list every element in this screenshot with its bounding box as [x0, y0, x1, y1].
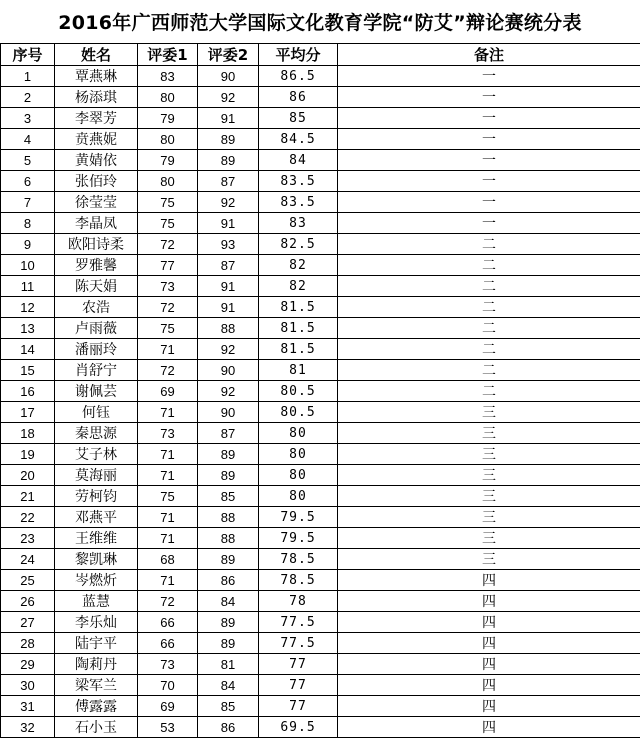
- cell-no: 14: [1, 339, 55, 360]
- cell-judge1: 70: [138, 675, 198, 696]
- cell-judge2: 84: [198, 591, 259, 612]
- cell-average: 78.5: [259, 549, 338, 570]
- cell-name: 王维维: [55, 528, 138, 549]
- table-row: [1, 549, 640, 570]
- cell-no: 11: [1, 276, 55, 297]
- cell-note: 二: [338, 234, 640, 255]
- header-no: 序号: [1, 44, 55, 66]
- cell-no: 3: [1, 108, 55, 129]
- cell-judge1: 71: [138, 444, 198, 465]
- cell-note: 四: [338, 675, 640, 696]
- cell-judge1: 72: [138, 591, 198, 612]
- cell-judge2: 91: [198, 108, 259, 129]
- cell-note: 三: [338, 549, 640, 570]
- table-row: [1, 66, 640, 87]
- table-row: [1, 318, 640, 339]
- cell-judge2: 88: [198, 528, 259, 549]
- table-row: [1, 339, 640, 360]
- table-row: [1, 444, 640, 465]
- cell-note: 四: [338, 654, 640, 675]
- cell-judge2: 91: [198, 213, 259, 234]
- cell-name: 梁军兰: [55, 675, 138, 696]
- cell-name: 陶莉丹: [55, 654, 138, 675]
- cell-judge1: 71: [138, 402, 198, 423]
- cell-name: 艾子林: [55, 444, 138, 465]
- table-row: [1, 192, 640, 213]
- cell-average: 85: [259, 108, 338, 129]
- cell-note: 一: [338, 108, 640, 129]
- cell-judge2: 89: [198, 444, 259, 465]
- table-row: [1, 570, 640, 591]
- table-row: [1, 150, 640, 171]
- cell-average: 80: [259, 444, 338, 465]
- table-row: [1, 675, 640, 696]
- table-row: [1, 108, 640, 129]
- cell-no: 20: [1, 465, 55, 486]
- cell-note: 一: [338, 192, 640, 213]
- cell-average: 80.5: [259, 402, 338, 423]
- cell-judge2: 88: [198, 507, 259, 528]
- table-row: [1, 87, 640, 108]
- header-note: 备注: [338, 44, 640, 66]
- header-name: 姓名: [55, 44, 138, 66]
- cell-average: 83: [259, 213, 338, 234]
- table-header: [1, 44, 640, 66]
- cell-name: 黎凯琳: [55, 549, 138, 570]
- cell-no: 21: [1, 486, 55, 507]
- cell-judge1: 73: [138, 423, 198, 444]
- cell-no: 17: [1, 402, 55, 423]
- cell-judge2: 90: [198, 402, 259, 423]
- cell-no: 9: [1, 234, 55, 255]
- table-row: [1, 402, 640, 423]
- cell-judge2: 88: [198, 318, 259, 339]
- cell-name: 覃燕琳: [55, 66, 138, 87]
- cell-judge1: 75: [138, 486, 198, 507]
- cell-no: 32: [1, 717, 55, 738]
- cell-name: 劳柯钧: [55, 486, 138, 507]
- cell-name: 傅露露: [55, 696, 138, 717]
- cell-name: 何钰: [55, 402, 138, 423]
- cell-no: 18: [1, 423, 55, 444]
- cell-average: 77.5: [259, 633, 338, 654]
- cell-average: 80: [259, 486, 338, 507]
- table-row: [1, 612, 640, 633]
- score-table: [0, 43, 640, 738]
- cell-no: 16: [1, 381, 55, 402]
- cell-judge2: 89: [198, 129, 259, 150]
- cell-no: 28: [1, 633, 55, 654]
- cell-judge1: 73: [138, 654, 198, 675]
- cell-judge2: 89: [198, 633, 259, 654]
- cell-name: 黄婧依: [55, 150, 138, 171]
- cell-name: 岑燃炘: [55, 570, 138, 591]
- cell-note: 三: [338, 528, 640, 549]
- cell-name: 欧阳诗柔: [55, 234, 138, 255]
- cell-average: 81.5: [259, 297, 338, 318]
- cell-judge1: 73: [138, 276, 198, 297]
- cell-judge2: 85: [198, 696, 259, 717]
- cell-name: 肖舒宁: [55, 360, 138, 381]
- table-row: [1, 654, 640, 675]
- cell-judge1: 80: [138, 87, 198, 108]
- cell-note: 二: [338, 381, 640, 402]
- cell-no: 2: [1, 87, 55, 108]
- table-row: [1, 696, 640, 717]
- cell-no: 25: [1, 570, 55, 591]
- cell-note: 一: [338, 129, 640, 150]
- cell-judge2: 92: [198, 339, 259, 360]
- cell-average: 82.5: [259, 234, 338, 255]
- cell-no: 6: [1, 171, 55, 192]
- cell-no: 29: [1, 654, 55, 675]
- cell-no: 27: [1, 612, 55, 633]
- cell-note: 四: [338, 633, 640, 654]
- cell-note: 一: [338, 213, 640, 234]
- cell-judge1: 66: [138, 633, 198, 654]
- table-row: [1, 255, 640, 276]
- cell-judge2: 93: [198, 234, 259, 255]
- cell-name: 秦思源: [55, 423, 138, 444]
- cell-average: 69.5: [259, 717, 338, 738]
- cell-name: 杨添琪: [55, 87, 138, 108]
- cell-note: 一: [338, 171, 640, 192]
- sheet-title: 2016年广西师范大学国际文化教育学院“防艾”辩论赛统分表: [0, 0, 640, 43]
- cell-note: 二: [338, 339, 640, 360]
- cell-name: 莫海丽: [55, 465, 138, 486]
- table-row: [1, 591, 640, 612]
- table-row: [1, 528, 640, 549]
- cell-name: 张佰玲: [55, 171, 138, 192]
- table-row: [1, 381, 640, 402]
- cell-judge2: 91: [198, 297, 259, 318]
- cell-no: 23: [1, 528, 55, 549]
- cell-average: 82: [259, 276, 338, 297]
- cell-judge2: 87: [198, 171, 259, 192]
- cell-average: 77: [259, 654, 338, 675]
- cell-average: 77.5: [259, 612, 338, 633]
- cell-name: 徐莹莹: [55, 192, 138, 213]
- table-body: [1, 66, 640, 738]
- cell-average: 81.5: [259, 318, 338, 339]
- cell-note: 四: [338, 570, 640, 591]
- cell-average: 77: [259, 675, 338, 696]
- cell-judge2: 92: [198, 87, 259, 108]
- cell-name: 蓝慧: [55, 591, 138, 612]
- cell-note: 四: [338, 591, 640, 612]
- cell-name: 李乐灿: [55, 612, 138, 633]
- cell-note: 一: [338, 87, 640, 108]
- cell-judge2: 87: [198, 423, 259, 444]
- cell-average: 80: [259, 423, 338, 444]
- cell-no: 15: [1, 360, 55, 381]
- cell-note: 二: [338, 255, 640, 276]
- cell-average: 78: [259, 591, 338, 612]
- cell-judge1: 75: [138, 213, 198, 234]
- cell-name: 陆宇平: [55, 633, 138, 654]
- header-judge1: 评委1: [138, 44, 198, 66]
- cell-no: 22: [1, 507, 55, 528]
- cell-no: 30: [1, 675, 55, 696]
- cell-note: 一: [338, 150, 640, 171]
- table-row: [1, 717, 640, 738]
- cell-judge1: 71: [138, 339, 198, 360]
- header-average: 平均分: [259, 44, 338, 66]
- cell-judge2: 86: [198, 570, 259, 591]
- cell-name: 李晶凤: [55, 213, 138, 234]
- cell-judge1: 72: [138, 234, 198, 255]
- cell-average: 79.5: [259, 528, 338, 549]
- cell-no: 12: [1, 297, 55, 318]
- cell-note: 二: [338, 360, 640, 381]
- cell-no: 1: [1, 66, 55, 87]
- table-row: [1, 171, 640, 192]
- cell-note: 三: [338, 465, 640, 486]
- cell-average: 84.5: [259, 129, 338, 150]
- cell-judge1: 77: [138, 255, 198, 276]
- cell-note: 三: [338, 507, 640, 528]
- cell-name: 农浩: [55, 297, 138, 318]
- table-row: [1, 507, 640, 528]
- table-row: [1, 633, 640, 654]
- cell-judge1: 69: [138, 696, 198, 717]
- cell-judge2: 86: [198, 717, 259, 738]
- cell-judge1: 71: [138, 465, 198, 486]
- cell-judge1: 69: [138, 381, 198, 402]
- table-row: [1, 360, 640, 381]
- cell-average: 78.5: [259, 570, 338, 591]
- cell-name: 潘丽玲: [55, 339, 138, 360]
- cell-judge2: 89: [198, 465, 259, 486]
- cell-judge2: 89: [198, 612, 259, 633]
- cell-judge1: 83: [138, 66, 198, 87]
- cell-no: 5: [1, 150, 55, 171]
- cell-judge1: 79: [138, 108, 198, 129]
- cell-judge2: 85: [198, 486, 259, 507]
- cell-average: 80.5: [259, 381, 338, 402]
- cell-name: 谢佩芸: [55, 381, 138, 402]
- table-row: [1, 234, 640, 255]
- cell-average: 80: [259, 465, 338, 486]
- cell-no: 26: [1, 591, 55, 612]
- cell-no: 24: [1, 549, 55, 570]
- cell-average: 81.5: [259, 339, 338, 360]
- cell-no: 7: [1, 192, 55, 213]
- cell-name: 陈天娟: [55, 276, 138, 297]
- header-judge2: 评委2: [198, 44, 259, 66]
- cell-note: 四: [338, 717, 640, 738]
- cell-judge2: 81: [198, 654, 259, 675]
- cell-note: 三: [338, 486, 640, 507]
- cell-judge2: 92: [198, 192, 259, 213]
- cell-judge2: 90: [198, 360, 259, 381]
- cell-judge1: 79: [138, 150, 198, 171]
- table-row: [1, 297, 640, 318]
- cell-name: 石小玉: [55, 717, 138, 738]
- cell-judge1: 71: [138, 570, 198, 591]
- cell-judge1: 72: [138, 297, 198, 318]
- cell-judge2: 89: [198, 549, 259, 570]
- cell-average: 79.5: [259, 507, 338, 528]
- cell-no: 10: [1, 255, 55, 276]
- cell-average: 82: [259, 255, 338, 276]
- cell-judge1: 53: [138, 717, 198, 738]
- cell-note: 三: [338, 402, 640, 423]
- table-row: [1, 213, 640, 234]
- table-row: [1, 129, 640, 150]
- cell-judge2: 89: [198, 150, 259, 171]
- cell-average: 77: [259, 696, 338, 717]
- cell-name: 李翠芳: [55, 108, 138, 129]
- cell-average: 86.5: [259, 66, 338, 87]
- cell-judge1: 68: [138, 549, 198, 570]
- table-row: [1, 486, 640, 507]
- cell-judge2: 90: [198, 66, 259, 87]
- header-row: [1, 44, 640, 66]
- table-row: [1, 276, 640, 297]
- cell-judge1: 75: [138, 318, 198, 339]
- cell-judge2: 91: [198, 276, 259, 297]
- cell-judge2: 84: [198, 675, 259, 696]
- cell-judge1: 71: [138, 507, 198, 528]
- cell-note: 一: [338, 66, 640, 87]
- table-row: [1, 423, 640, 444]
- cell-no: 8: [1, 213, 55, 234]
- cell-average: 86: [259, 87, 338, 108]
- cell-note: 三: [338, 423, 640, 444]
- cell-average: 83.5: [259, 192, 338, 213]
- cell-name: 罗雅馨: [55, 255, 138, 276]
- cell-note: 二: [338, 318, 640, 339]
- cell-judge1: 80: [138, 171, 198, 192]
- cell-note: 二: [338, 276, 640, 297]
- cell-note: 四: [338, 612, 640, 633]
- cell-no: 31: [1, 696, 55, 717]
- cell-judge2: 87: [198, 255, 259, 276]
- cell-judge1: 75: [138, 192, 198, 213]
- cell-no: 19: [1, 444, 55, 465]
- cell-no: 4: [1, 129, 55, 150]
- cell-note: 二: [338, 297, 640, 318]
- cell-average: 84: [259, 150, 338, 171]
- cell-no: 13: [1, 318, 55, 339]
- cell-name: 邓燕平: [55, 507, 138, 528]
- cell-note: 三: [338, 444, 640, 465]
- cell-name: 卢雨薇: [55, 318, 138, 339]
- cell-name: 贲燕妮: [55, 129, 138, 150]
- cell-judge1: 80: [138, 129, 198, 150]
- cell-note: 四: [338, 696, 640, 717]
- cell-judge1: 66: [138, 612, 198, 633]
- cell-judge1: 71: [138, 528, 198, 549]
- cell-judge1: 72: [138, 360, 198, 381]
- cell-average: 81: [259, 360, 338, 381]
- table-row: [1, 465, 640, 486]
- cell-average: 83.5: [259, 171, 338, 192]
- cell-judge2: 92: [198, 381, 259, 402]
